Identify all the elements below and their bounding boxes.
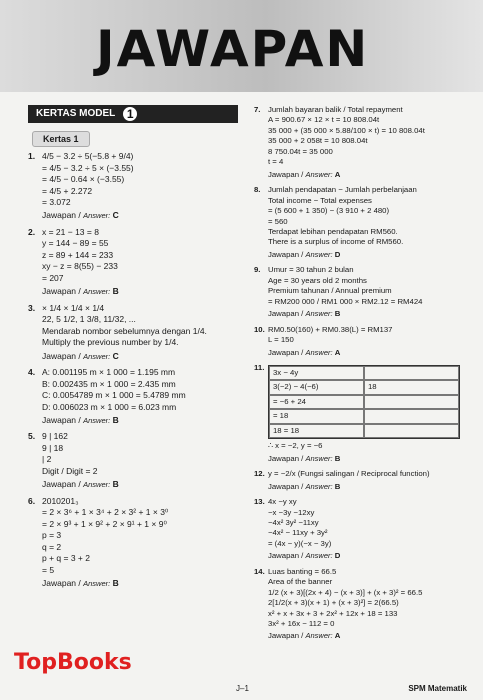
question-body xyxy=(268,567,472,642)
answer-line xyxy=(268,454,472,464)
working-line: y = 144 − 89 = 55 xyxy=(42,238,109,249)
answer-label: Jawapan / xyxy=(268,347,304,357)
answer-label: Jawapan / xyxy=(268,249,304,259)
answer-label-en: Answer: xyxy=(83,415,111,425)
working-line: D: 0.006023 m × 1 000 = 6.023 mm xyxy=(42,401,177,412)
answer-line xyxy=(268,551,472,561)
paper-section-bar xyxy=(28,105,238,123)
header-banner xyxy=(0,0,483,92)
working-line: Terdapat lebihan pendapatan RM560. xyxy=(268,226,398,236)
working-line: Jumlah pendapatan − Jumlah perbelanjaan xyxy=(268,185,417,195)
left-questions xyxy=(28,151,246,589)
working-line: 35 000 + 2 058t = 10 808.04t xyxy=(268,136,368,146)
working-line: −4x² 3y² −11xy xyxy=(268,517,319,527)
working-line: 1/2 (x + 3)[(2x + 4) − (x + 3)] + (x + 3)² = 66.5 xyxy=(268,587,423,597)
question-item xyxy=(28,496,246,590)
working-line: Luas banting = 66.5 xyxy=(268,566,337,576)
answer-choice: C xyxy=(112,350,119,361)
working-table-cell: 18 xyxy=(364,380,459,394)
answer-label-en: Answer: xyxy=(305,309,333,319)
answer-label: Jawapan / xyxy=(42,210,81,221)
question-number: 9. xyxy=(254,265,261,275)
working-line: x = 21 − 13 = 8 xyxy=(42,226,99,237)
question-item xyxy=(254,265,472,319)
working-line: L = 150 xyxy=(268,335,294,345)
answer-choice: B xyxy=(334,309,341,319)
answer-label-en: Answer: xyxy=(83,287,111,297)
question-item xyxy=(254,497,472,562)
working-line: = 2 × 9³ + 1 × 9² + 2 × 9¹ + 1 × 9⁰ xyxy=(42,518,167,529)
page-title: JAWAPAN xyxy=(96,20,370,78)
question-number: 6. xyxy=(28,495,36,506)
subject-label: SPM Matematik xyxy=(408,684,467,693)
working-line: 4/5 − 3.2 ÷ 5(−5.8 + 9/4) xyxy=(42,151,134,162)
working-table-cell: = 18 xyxy=(269,409,364,423)
right-column xyxy=(254,105,472,647)
question-item xyxy=(28,303,246,362)
answer-label: Jawapan / xyxy=(268,631,304,641)
answer-choice: B xyxy=(112,414,119,425)
answer-line xyxy=(42,415,246,426)
answer-label-en: Answer: xyxy=(83,579,111,589)
working-line: 9 | 162 xyxy=(42,431,68,442)
working-table-cell xyxy=(364,366,459,380)
answer-label: Jawapan / xyxy=(42,479,81,490)
answer-choice: D xyxy=(334,249,341,259)
question-number: 3. xyxy=(28,302,36,313)
working-line: × 1/4 × 1/4 × 1/4 xyxy=(42,302,105,313)
working-table-cell: = −6 + 24 xyxy=(269,395,364,409)
working-line: 22, 5 1/2, 1 3/8, 11/32, ... xyxy=(42,314,136,325)
working-line: C: 0.0054789 m × 1 000 = 5.4789 mm xyxy=(42,390,186,401)
question-item xyxy=(254,325,472,358)
working-line: B: 0.002435 m × 1 000 = 2.435 mm xyxy=(42,378,176,389)
question-body xyxy=(268,363,472,464)
answer-label-en: Answer: xyxy=(305,169,333,179)
answer-choice: D xyxy=(334,551,341,561)
working-line: = 4/5 − 3.2 ÷ 5 × (−3.55) xyxy=(42,162,134,173)
answer-line xyxy=(42,351,246,362)
answer-line xyxy=(42,210,246,221)
answer-label: Jawapan / xyxy=(268,169,304,179)
working-table-cell: 3(−2) − 4(−6) xyxy=(269,380,364,394)
working-table xyxy=(268,365,460,439)
answer-line xyxy=(268,250,472,260)
question-item xyxy=(28,367,246,426)
answer-label-en: Answer: xyxy=(83,211,111,221)
working-line: Age = 30 years old 2 months xyxy=(268,275,367,285)
question-item xyxy=(254,567,472,642)
paper-label: KERTAS MODEL xyxy=(36,108,116,120)
working-line: Digit / Digit = 2 xyxy=(42,465,98,476)
question-body xyxy=(42,496,246,590)
paper-tab: Kertas 1 xyxy=(32,131,90,147)
working-line: q = 2 xyxy=(42,541,62,552)
working-table-cell xyxy=(364,395,459,409)
answer-choice: B xyxy=(112,578,119,589)
question-body xyxy=(268,185,472,260)
answer-line xyxy=(268,631,472,641)
working-line: 35 000 + (35 000 × 5.88/100 × t) = 10 808.04t xyxy=(268,125,425,135)
working-line: p = 3 xyxy=(42,530,62,541)
working-line: = (5 600 + 1 350) − (3 910 + 2 480) xyxy=(268,206,390,216)
answer-choice: A xyxy=(334,347,341,357)
right-questions xyxy=(254,105,472,642)
answer-label-en: Answer: xyxy=(83,480,111,490)
left-column xyxy=(28,105,246,595)
question-item xyxy=(254,105,472,180)
working-line: y = −2/x (Fungsi salingan / Reciprocal function) xyxy=(268,469,430,479)
answer-line xyxy=(268,170,472,180)
answer-label-en: Answer: xyxy=(305,347,333,357)
question-body xyxy=(268,469,472,492)
working-line: Jumlah bayaran balik / Total repayment xyxy=(268,105,403,114)
answer-line xyxy=(268,348,472,358)
question-body xyxy=(268,265,472,319)
answer-label-en: Answer: xyxy=(305,631,333,641)
working-line: t = 4 xyxy=(268,157,284,167)
answer-choice: A xyxy=(334,169,341,179)
answer-line xyxy=(42,578,246,589)
question-number: 12. xyxy=(254,469,265,479)
question-body xyxy=(42,227,246,298)
answer-label: Jawapan / xyxy=(268,551,304,561)
answer-label-en: Answer: xyxy=(305,249,333,259)
question-number: 14. xyxy=(254,566,265,576)
working-line: x² + x + 3x + 3 + 2x² + 12x + 18 = 133 xyxy=(268,608,398,618)
question-item xyxy=(254,363,472,464)
question-number: 5. xyxy=(28,431,36,442)
working-line: 4x −y xy xyxy=(268,497,297,507)
question-body xyxy=(268,325,472,358)
answer-line xyxy=(268,309,472,319)
question-body xyxy=(268,497,472,562)
answer-choice: C xyxy=(112,210,119,221)
answer-label-en: Answer: xyxy=(83,351,111,361)
working-table-cell: 3x − 4y xyxy=(269,366,364,380)
working-line: z = 89 + 144 = 233 xyxy=(42,249,114,260)
question-item xyxy=(254,185,472,260)
working-line: = 2 × 3⁶ + 1 × 3⁴ + 2 × 3² + 1 × 3⁰ xyxy=(42,507,169,518)
working-line: ∴ x = −2, y = −6 xyxy=(268,441,323,451)
question-number: 1. xyxy=(28,151,36,162)
answer-label: Jawapan / xyxy=(42,578,81,589)
answer-choice: B xyxy=(112,479,119,490)
question-number: 7. xyxy=(254,105,261,114)
question-item xyxy=(28,227,246,298)
question-body xyxy=(42,151,246,222)
working-line: RM0.50(160) + RM0.38(L) = RM137 xyxy=(268,324,393,334)
working-line: −x −3y −12xy xyxy=(268,507,315,517)
answer-choice: A xyxy=(334,631,341,641)
question-body xyxy=(42,431,246,490)
answer-label: Jawapan / xyxy=(268,453,304,463)
working-line: A = 900.67 × 12 × t = 10 808.04t xyxy=(268,115,380,125)
question-item xyxy=(28,431,246,490)
answer-choice: B xyxy=(112,286,119,297)
working-line: 3x² + 16x − 112 = 0 xyxy=(268,619,335,629)
working-table-cell xyxy=(364,424,459,438)
answer-line xyxy=(42,286,246,297)
question-item xyxy=(254,469,472,492)
answer-label: Jawapan / xyxy=(268,481,304,491)
answer-line xyxy=(42,479,246,490)
question-body xyxy=(42,303,246,362)
question-number: 10. xyxy=(254,324,265,334)
working-line: Multiply the previous number by 1/4. xyxy=(42,337,179,348)
working-line: Area of the banner xyxy=(268,577,333,587)
working-line: Premium tahunan / Annual premium xyxy=(268,286,392,296)
working-line: 2010201₃ xyxy=(42,495,79,506)
question-number: 4. xyxy=(28,367,36,378)
answer-label-en: Answer: xyxy=(305,453,333,463)
working-table-cell: 18 = 18 xyxy=(269,424,364,438)
working-line: = 207 xyxy=(42,272,64,283)
answer-label-en: Answer: xyxy=(305,551,333,561)
working-line: = 4/5 + 2.272 xyxy=(42,185,93,196)
working-line: = 4/5 − 0.64 × (−3.55) xyxy=(42,174,125,185)
working-line: Umur = 30 tahun 2 bulan xyxy=(268,265,354,275)
answer-line xyxy=(268,482,472,492)
working-line: p + q = 3 + 2 xyxy=(42,553,90,564)
question-item xyxy=(28,151,246,222)
working-line: There is a surplus of income of RM560. xyxy=(268,237,404,247)
working-line: | 2 xyxy=(42,454,52,465)
page-number: J–1 xyxy=(236,684,249,693)
working-line: = RM200 000 / RM1 000 × RM2.12 = RM424 xyxy=(268,296,423,306)
question-number: 8. xyxy=(254,185,261,195)
working-line: 9 | 18 xyxy=(42,442,64,453)
working-line: Mendarab nombor sebelumnya dengan 1/4. xyxy=(42,325,207,336)
working-table-cell xyxy=(364,409,459,423)
answer-choice: B xyxy=(334,453,341,463)
working-line: = 5 xyxy=(42,564,55,575)
publisher-logo: TopBooks xyxy=(14,650,132,675)
answer-label: Jawapan / xyxy=(42,350,81,361)
working-line: A: 0.001195 m × 1 000 = 1.195 mm xyxy=(42,367,176,378)
working-line: 2[1/2(x + 3)(x + 1) + (x + 3)²] = 2(66.5) xyxy=(268,598,399,608)
working-line: = 3.072 xyxy=(42,197,71,208)
question-number: 11. xyxy=(254,362,265,372)
working-line: Total income − Total expenses xyxy=(268,195,372,205)
working-line: xy − z = 8(55) − 233 xyxy=(42,261,118,272)
question-body xyxy=(42,367,246,426)
working-line: = 560 xyxy=(268,216,288,226)
question-number: 13. xyxy=(254,497,265,507)
working-line: = (4x − y)(−x − 3y) xyxy=(268,538,332,548)
answer-label: Jawapan / xyxy=(268,309,304,319)
working-line: 8 750.04t = 35 000 xyxy=(268,146,333,156)
answer-label: Jawapan / xyxy=(42,286,81,297)
answer-label: Jawapan / xyxy=(42,414,81,425)
question-number: 2. xyxy=(28,226,36,237)
paper-number-badge: 1 xyxy=(121,105,139,123)
working-line: −4x² − 11xy + 3y² xyxy=(268,528,328,538)
question-body xyxy=(268,105,472,180)
answer-choice: B xyxy=(334,481,341,491)
answer-label-en: Answer: xyxy=(305,481,333,491)
